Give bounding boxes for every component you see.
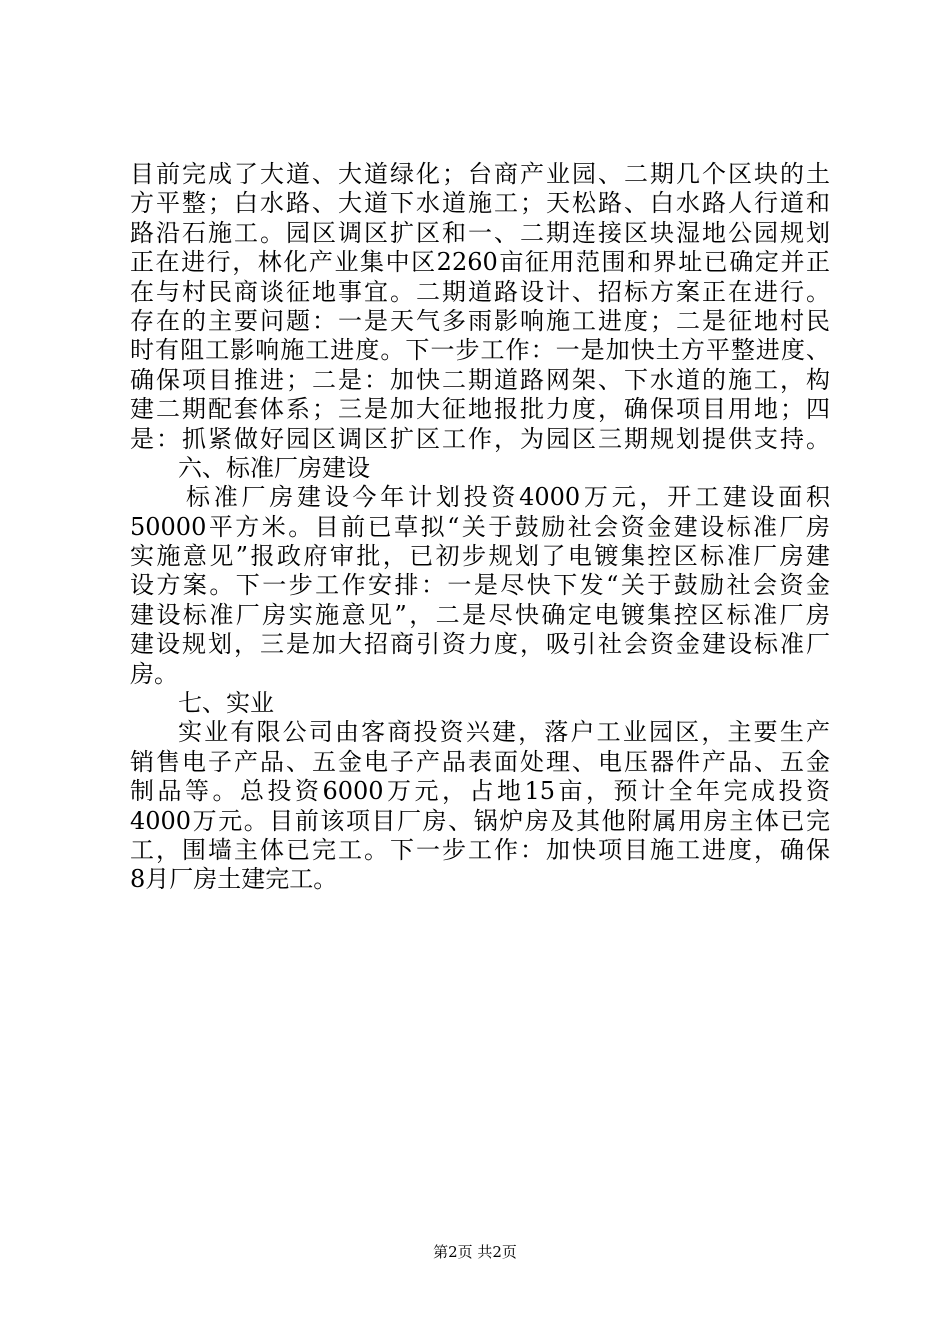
text-line: 销售电子产品、五金电子产品表面处理、电压器件产品、五金 — [130, 747, 830, 776]
text-line: 4000万元。目前该项目厂房、锅炉房及其他附属用房主体已完 — [130, 806, 830, 835]
text-line: 实业有限公司由客商投资兴建，落户工业园区，主要生产 — [178, 718, 830, 747]
text-line: 设方案。下一步工作安排：一是尽快下发“关于鼓励社会资金 — [130, 571, 830, 600]
text-line: 工，围墙主体已完工。下一步工作：加快项目施工进度，确保 — [130, 835, 830, 864]
text-line: 确保项目推进；二是：加快二期道路网架、下水道的施工，构 — [130, 365, 830, 394]
text-line: 标准厂房建设今年计划投资4000万元，开工建设面积 — [186, 483, 830, 512]
document-body — [130, 160, 830, 895]
text-line: 制品等。总投资6000万元，占地15亩，预计全年完成投资 — [130, 777, 830, 806]
paragraph-industry — [130, 718, 830, 894]
section-heading-standard-factory: 六、标准厂房建设 — [178, 453, 370, 482]
section-heading-industry: 七、实业 — [178, 689, 274, 718]
paragraph-land-progress — [130, 160, 830, 454]
text-line: 房。 — [130, 659, 178, 688]
page-number-footer: 第2页 共2页 — [433, 1243, 517, 1261]
text-line: 路沿石施工。园区调区扩区和一、二期连接区块湿地公园规划 — [130, 218, 830, 247]
text-line: 50000平方米。目前已草拟“关于鼓励社会资金建设标准厂房 — [130, 512, 830, 541]
text-line: 存在的主要问题：一是天气多雨影响施工进度；二是征地村民 — [130, 306, 830, 335]
text-line: 建设标准厂房实施意见”，二是尽快确定电镀集控区标准厂房 — [130, 600, 830, 629]
text-line: 时有阻工影响施工进度。下一步工作：一是加快土方平整进度、 — [130, 336, 830, 365]
text-line: 8月厂房土建完工。 — [130, 865, 338, 894]
text-line: 是：抓紧做好园区调区扩区工作，为园区三期规划提供支持。 — [130, 424, 830, 453]
text-line: 正在进行，林化产业集中区2260亩征用范围和界址已确定并正 — [130, 248, 830, 277]
text-line: 实施意见”报政府审批，已初步规划了电镀集控区标准厂房建 — [130, 542, 830, 571]
paragraph-standard-factory — [130, 483, 830, 689]
text-line: 建设规划，三是加大招商引资力度，吸引社会资金建设标准厂 — [130, 630, 830, 659]
text-line: 方平整；白水路、大道下水道施工；天松路、白水路人行道和 — [130, 189, 830, 218]
text-line: 建二期配套体系；三是加大征地报批力度，确保项目用地；四 — [130, 395, 830, 424]
text-line: 在与村民商谈征地事宜。二期道路设计、招标方案正在进行。 — [130, 277, 830, 306]
text-line: 目前完成了大道、大道绿化；台商产业园、二期几个区块的土 — [130, 160, 830, 188]
